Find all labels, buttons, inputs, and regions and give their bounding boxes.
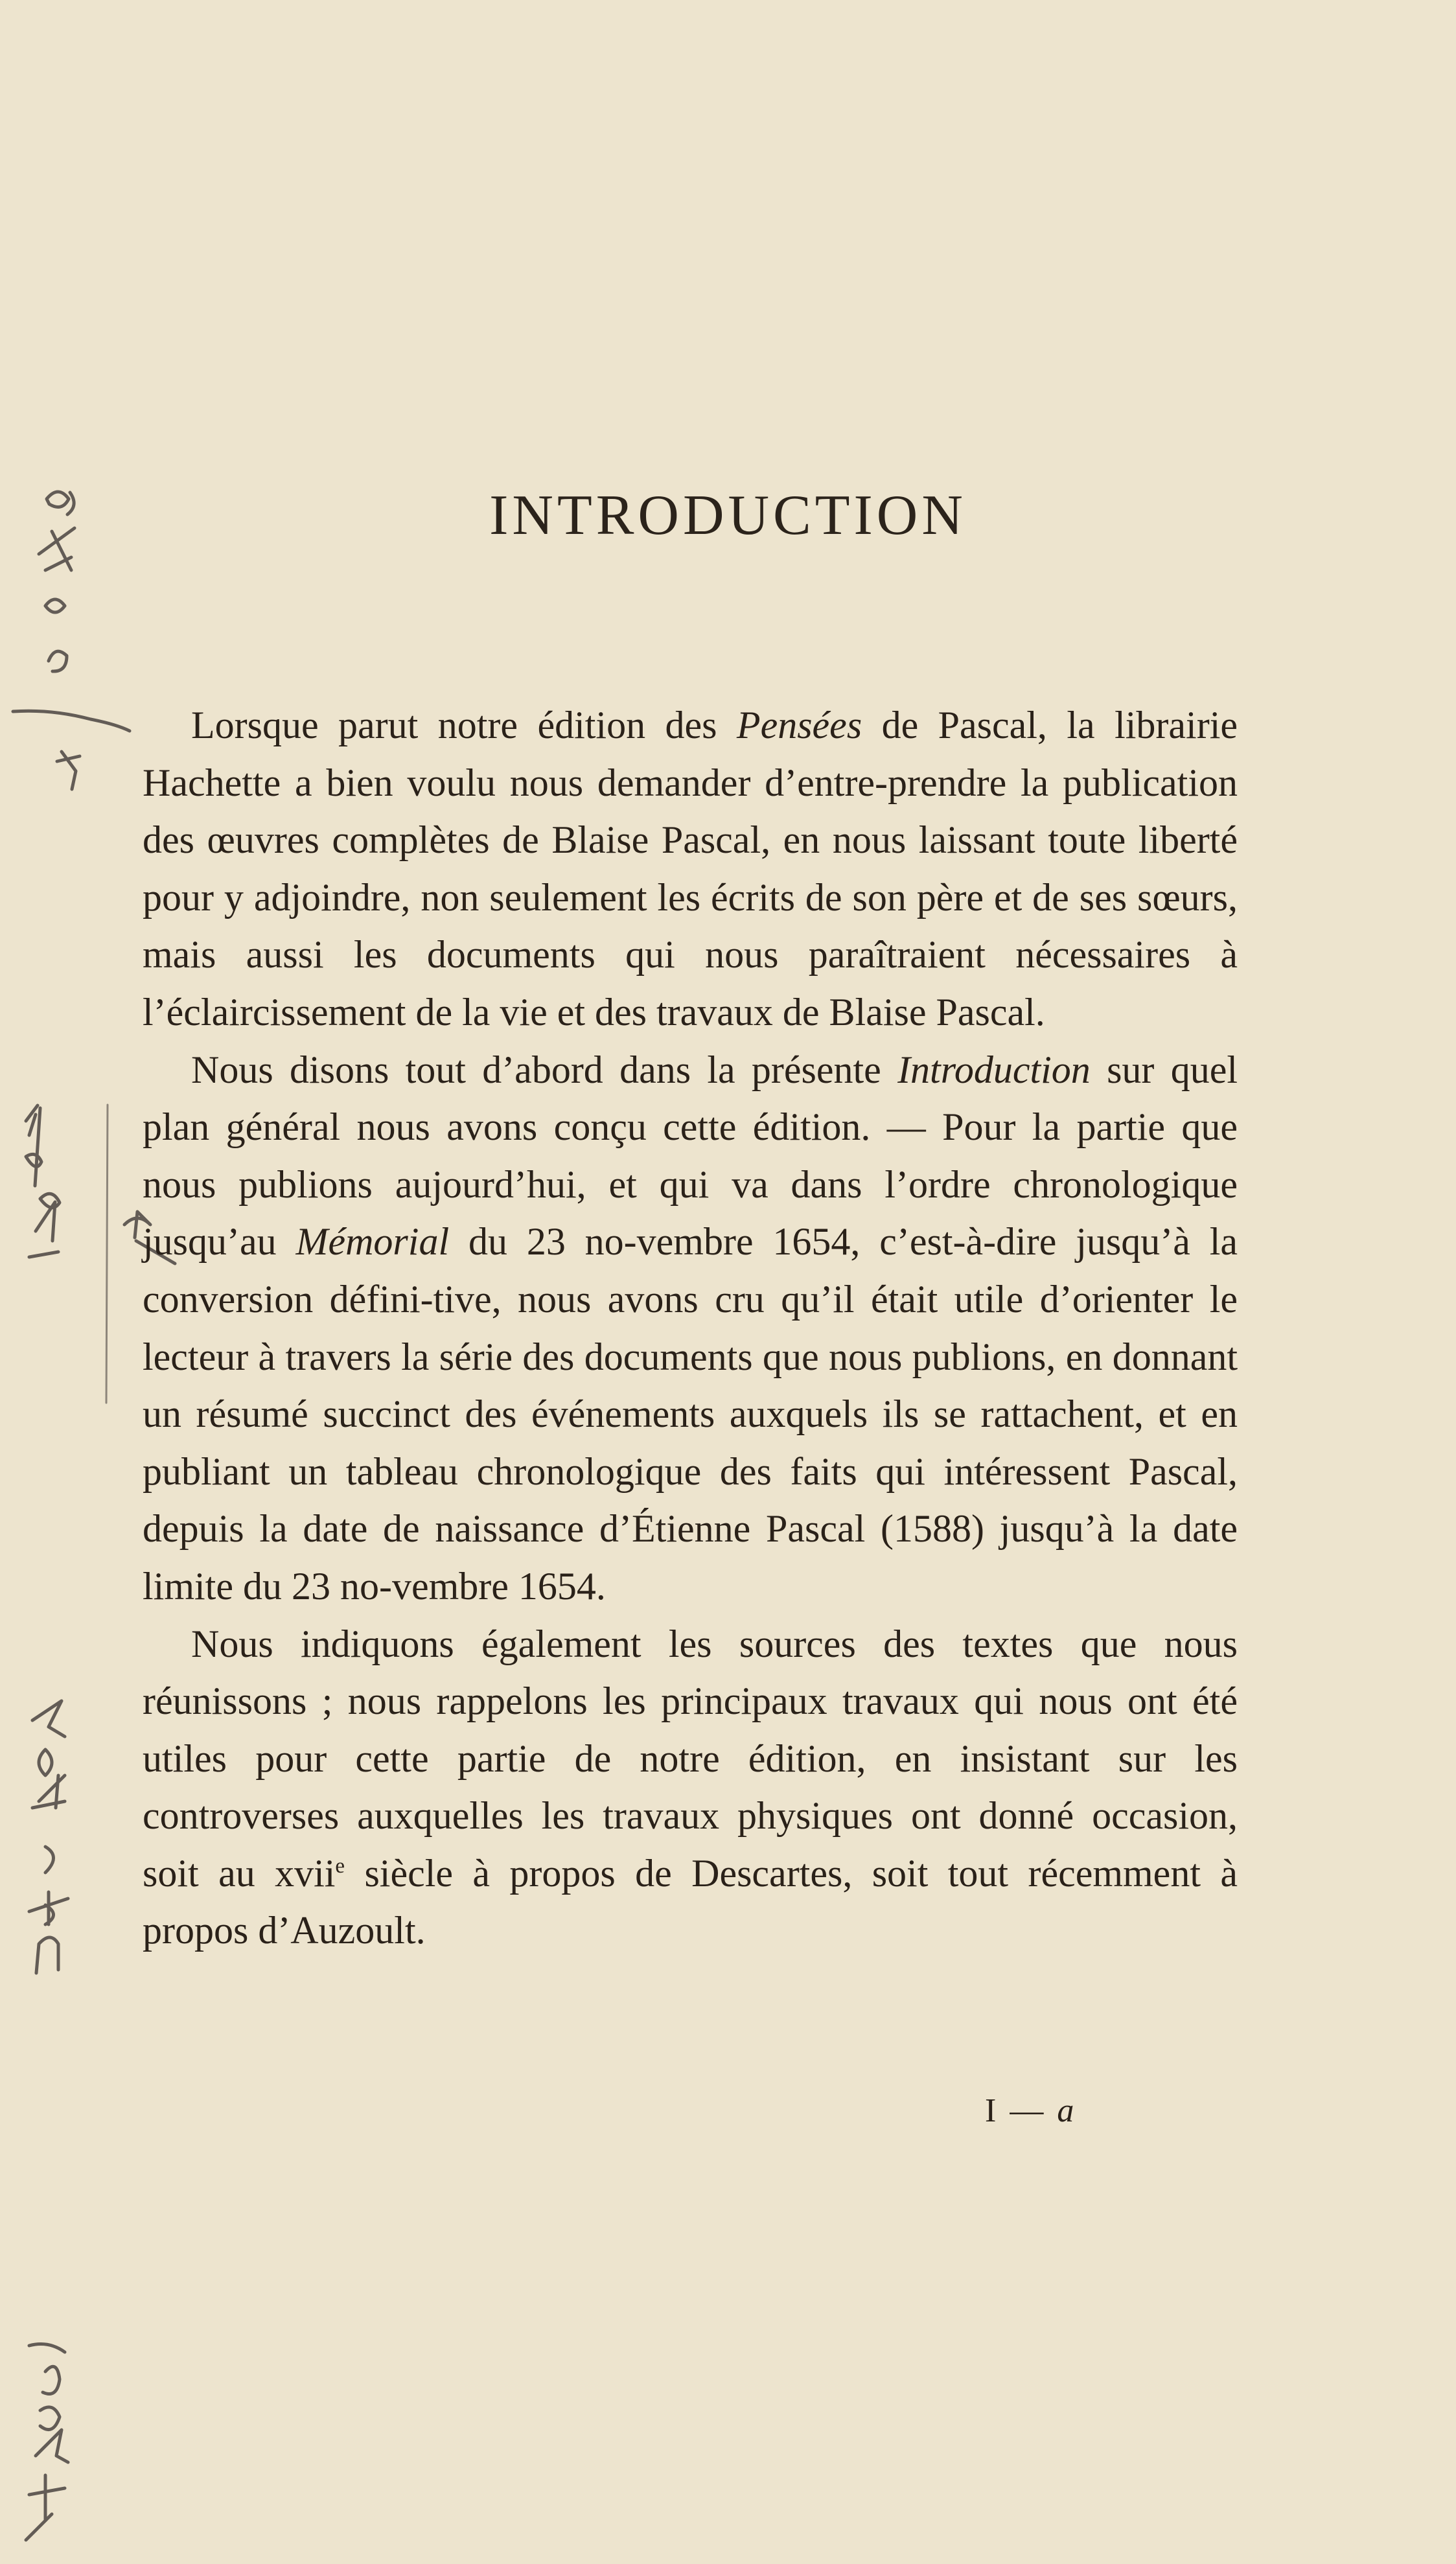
paragraph-1-text-b: de Pascal, la librairie Hachette a bien voulu nous demander d’entre-prendre la publication des œuvres complètes de Blaise Pascal, en nous laissant toute liberté pour y adjoindre, non seulement les écrits de son père et de ses sœurs, mais aussi les documents qui nous paraîtraient nécessaires à l’éclaircissement de la vie et des travaux de Blaise Pascal. bbox=[143, 704, 1238, 1034]
paragraph-2-italic-1: Introduction bbox=[897, 1048, 1091, 1091]
paragraph-1-italic: Pensées bbox=[736, 704, 862, 746]
paragraph-2 bbox=[143, 1041, 1238, 1615]
paragraph-1 bbox=[143, 697, 1238, 1041]
signature-letter: a bbox=[1057, 2092, 1077, 2129]
paragraph-2-text-a: Nous disons tout d’abord dans la présente bbox=[191, 1048, 898, 1091]
paragraph-3-text-a: Nous indiquons également les sources des textes que nous réunissons ; nous rappelons les principaux travaux qui nous ont été utiles pour cette partie de notre édition, en insistant sur les controverses auxquelles les travaux physiques ont donné occasion, soit au xvii bbox=[143, 1622, 1238, 1895]
paragraph-2-text-c: du 23 no-vembre 1654, c’est-à-dire jusqu’à la conversion défini-tive, nous avons cru qu’il était utile d’orienter le lecteur à travers la série des documents que nous publions, en donnant un résumé succinct des événements auxquels ils se rattachent, et en publiant un tableau chronologique des faits qui intéressent Pascal, depuis la date de naissance d’Étienne Pascal (1588) jusqu’à la date limite du 23 no-vembre 1654. bbox=[143, 1220, 1238, 1608]
paragraph-3-text-b: siècle à propos de Descartes, soit tout récemment à propos d’Auzoult. bbox=[143, 1851, 1238, 1952]
signature-text: I — bbox=[985, 2092, 1057, 2129]
body-text bbox=[143, 697, 1238, 1959]
page-title: INTRODUCTION bbox=[489, 484, 967, 547]
paragraph-3 bbox=[143, 1615, 1238, 1960]
paragraph-3-superscript: e bbox=[335, 1854, 345, 1878]
signature-mark bbox=[985, 2092, 1076, 2130]
paragraph-1-text-a: Lorsque parut notre édition des bbox=[191, 704, 737, 746]
paragraph-2-italic-2: Mémorial bbox=[295, 1220, 450, 1264]
paragraph-2-text-b: sur quel plan général nous avons conçu cette édition. — Pour la partie que nous publions aujourd’hui, et qui va dans l’ordre chronologique jusqu’au bbox=[143, 1048, 1238, 1264]
